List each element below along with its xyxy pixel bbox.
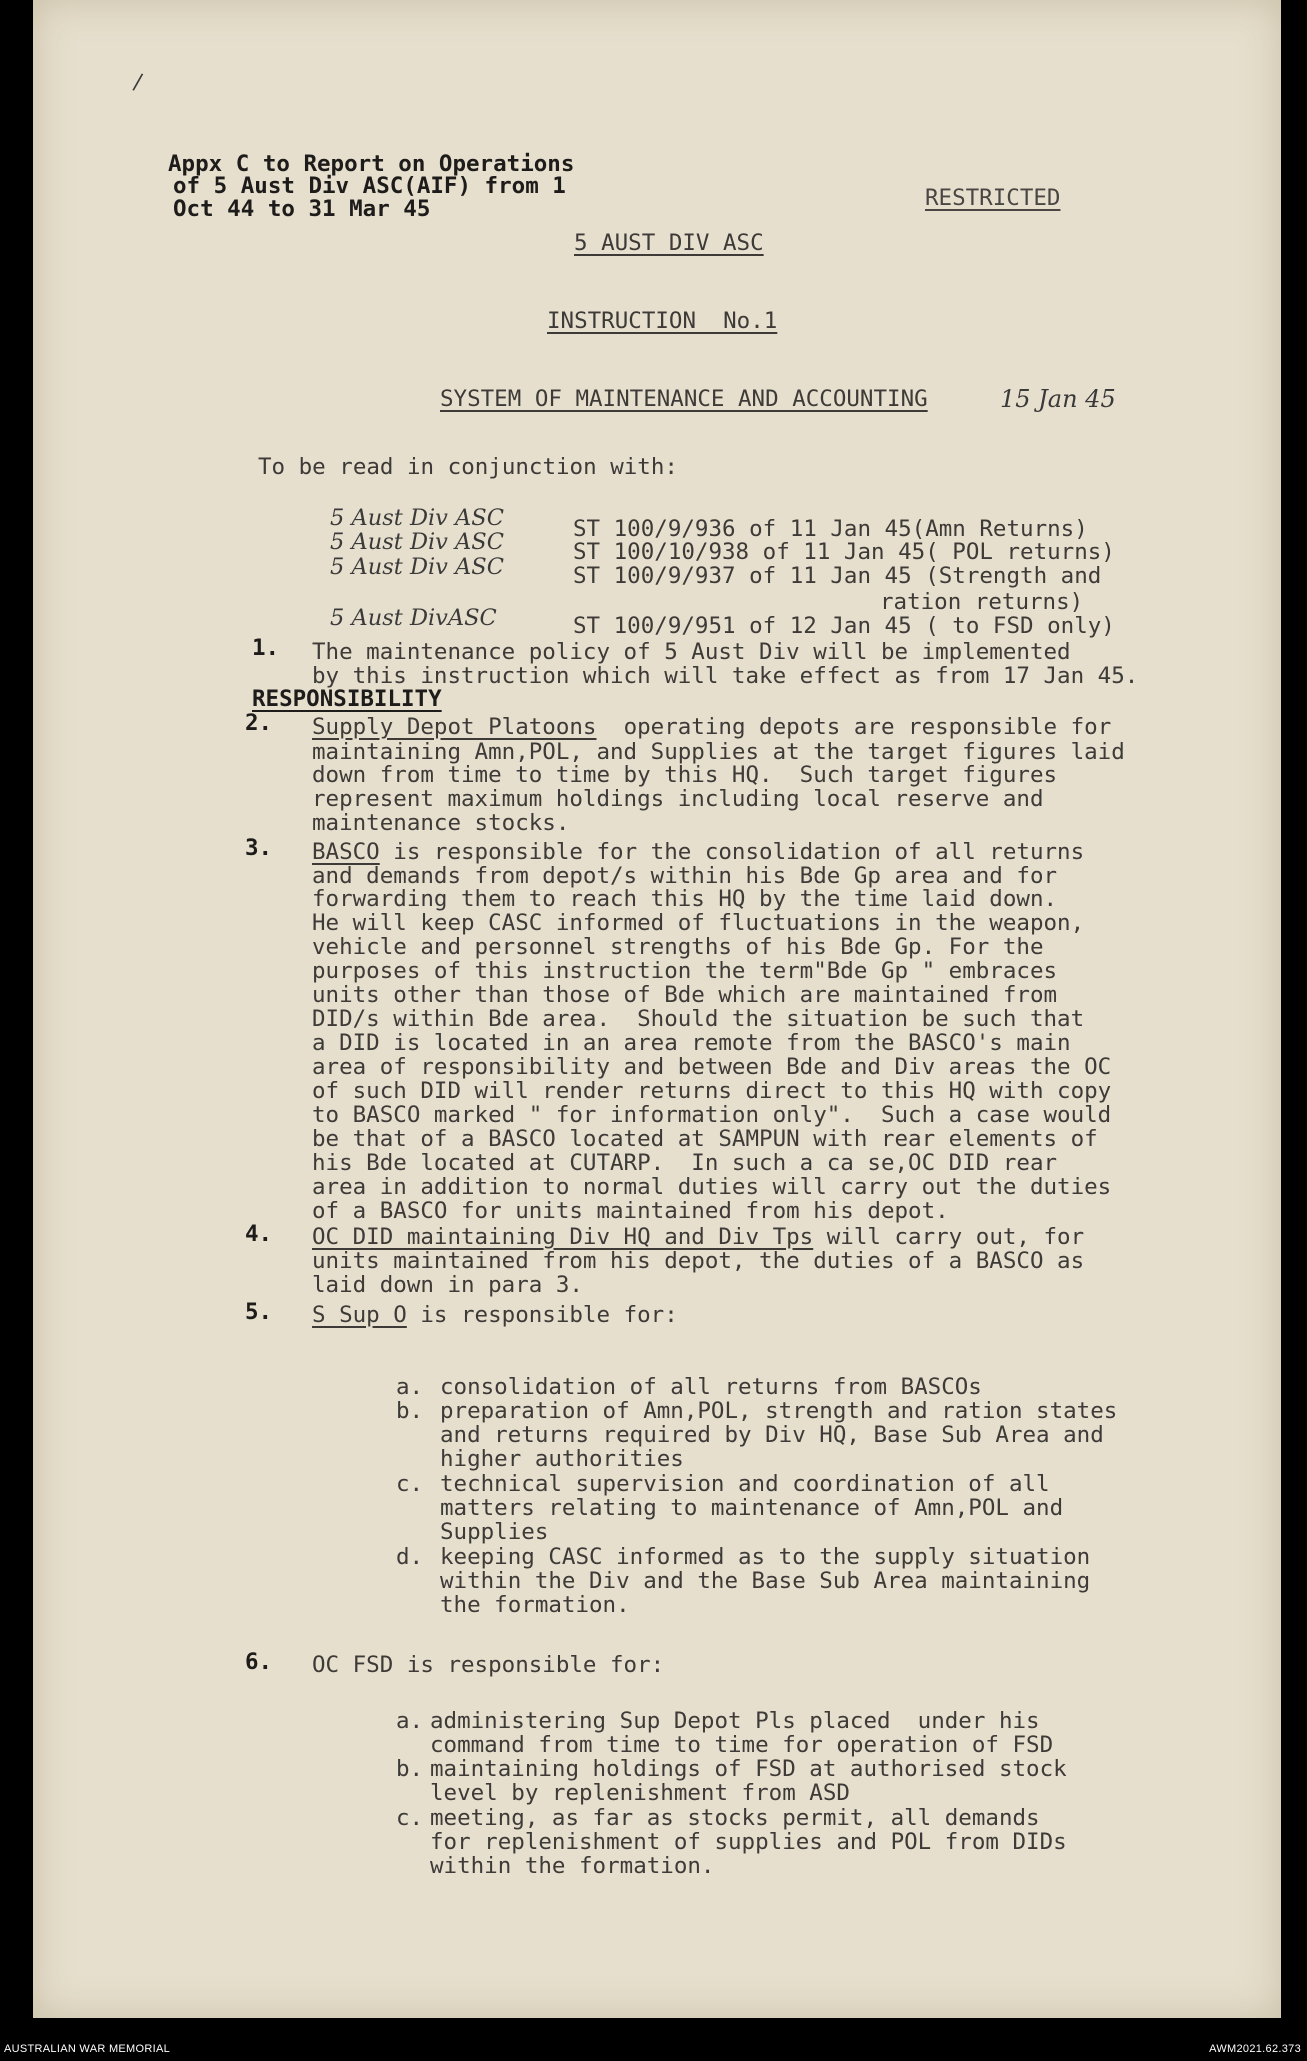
para-3-first-line	[312, 840, 1084, 864]
para-5-item-a-label: a.	[396, 1374, 424, 1400]
para-4-lead: OC DID maintaining Div HQ and Div Tps	[312, 1224, 814, 1250]
para-2-line-3: down from time to time by this HQ. Such target figures	[312, 762, 1058, 788]
para-3-line-12: to BASCO marked " for information only". Such a case would	[312, 1102, 1112, 1128]
unit-heading: 5 AUST DIV ASC	[574, 230, 764, 256]
intro-line: To be read in conjunction with:	[258, 454, 678, 480]
para-3-line-6: purposes of this instruction the term"Bde Gp " embraces	[312, 958, 1058, 984]
para-3-line-2: and demands from depot/s within his Bde Gp area and for	[312, 863, 1058, 889]
para-6-item-b-line-1: maintaining holdings of FSD at authorised stock	[430, 1756, 1067, 1782]
para-3-lead: BASCO	[312, 839, 380, 865]
para-2-line-2: maintaining Amn,POL, and Supplies at the target figures laid	[312, 739, 1125, 765]
para-5-first-line	[312, 1303, 678, 1327]
para-1-number: 1.	[252, 635, 280, 661]
restricted-label: RESTRICTED	[925, 185, 1061, 211]
instruction-heading: INSTRUCTION No.1	[547, 308, 778, 334]
para-6-item-a-line-1: administering Sup Depot Pls placed under his	[430, 1708, 1040, 1734]
para-5-item-b-line-3: higher authorities	[440, 1446, 684, 1472]
para-5-item-c-label: c.	[396, 1471, 424, 1497]
appx-line-1: Appx C to Report on Operations	[168, 151, 575, 177]
ref-text-4: ration returns)	[880, 589, 1084, 615]
para-3-line-9: a DID is located in an area remote from the BASCO's main	[312, 1030, 1071, 1056]
ref-text-5: ST 100/9/951 of 12 Jan 45 ( to FSD only)	[573, 613, 1115, 639]
footer-credit: AUSTRALIAN WAR MEMORIAL	[4, 2043, 171, 2055]
para-6-item-b-line-2: level by replenishment from ASD	[430, 1780, 850, 1806]
ref-unit-2: 5 Aust Div ASC	[330, 529, 504, 555]
appx-line-3: Oct 44 to 31 Mar 45	[173, 196, 431, 222]
para-6-item-a-line-2: command from time to time for operation of FSD	[430, 1732, 1054, 1758]
para-4-line-3: laid down in para 3.	[312, 1272, 583, 1298]
para-2-line-5: maintenance stocks.	[312, 810, 570, 836]
para-3-line-14: his Bde located at CUTARP. In such a ca se,OC DID rear	[312, 1150, 1058, 1176]
para-5-rest: is responsible for:	[406, 1302, 678, 1328]
para-3-line-10: area of responsibility and between Bde and Div areas the OC	[312, 1054, 1112, 1080]
para-2-number: 2.	[245, 710, 273, 736]
para-6-item-c-line-2: for replenishment of supplies and POL from DIDs	[430, 1829, 1067, 1855]
para-5-item-c-line-1: technical supervision and coordination of all	[440, 1471, 1050, 1497]
para-2-line-1: operating depots are responsible for	[596, 714, 1112, 740]
para-5-item-b-label: b.	[396, 1398, 424, 1424]
footer-accession-number: AWM2021.62.373	[1209, 2043, 1301, 2055]
para-3-line-15: area in addition to normal duties will carry out the duties	[312, 1174, 1112, 1200]
ref-text-3: ST 100/9/937 of 11 Jan 45 (Strength and	[573, 563, 1102, 589]
para-3-line-11: of such DID will render returns direct to this HQ with copy	[312, 1078, 1112, 1104]
para-2-first-line	[312, 715, 1111, 739]
para-6-text: OC FSD is responsible for:	[312, 1652, 665, 1678]
para-3-line-16: of a BASCO for units maintained from his depot.	[312, 1198, 949, 1224]
para-4-first-line	[312, 1225, 1084, 1249]
para-3-line-1: is responsible for the consolidation of all returns	[379, 839, 1085, 865]
para-6-number: 6.	[245, 1649, 273, 1675]
para-3-line-3: forwarding them to reach this HQ by the time laid down.	[312, 886, 1058, 912]
corner-pencil-mark: /	[131, 69, 144, 96]
ref-unit-1: 5 Aust Div ASC	[330, 505, 504, 531]
para-1-line-2: by this instruction which will take effect as from 17 Jan 45.	[312, 663, 1139, 689]
para-5-item-d-label: d.	[396, 1544, 424, 1570]
ref-text-1: ST 100/9/936 of 11 Jan 45(Amn Returns)	[573, 516, 1088, 542]
para-5-item-a-line-1: consolidation of all returns from BASCOs	[440, 1374, 982, 1400]
para-5-item-b-line-1: preparation of Amn,POL, strength and ration states	[440, 1398, 1118, 1424]
para-6-item-b-label: b.	[396, 1756, 424, 1782]
ref-unit-5: 5 Aust DivASC	[330, 605, 497, 631]
para-2-line-4: represent maximum holdings including local reserve and	[312, 786, 1044, 812]
para-5-item-b-line-2: and returns required by Div HQ, Base Sub Area and	[440, 1422, 1104, 1448]
para-3-line-5: vehicle and personnel strengths of his Bde Gp. For the	[312, 934, 1044, 960]
para-6-item-c-line-3: within the formation.	[430, 1853, 715, 1879]
para-1-line-1: The maintenance policy of 5 Aust Div will be implemented	[312, 639, 1071, 665]
para-3-line-13: be that of a BASCO located at SAMPUN with rear elements of	[312, 1126, 1098, 1152]
para-6-item-c-label: c.	[396, 1805, 424, 1831]
para-2-lead: Supply Depot Platoons	[312, 714, 597, 740]
para-3-line-4: He will keep CASC informed of fluctuations in the weapon,	[312, 910, 1085, 936]
para-5-item-c-line-2: matters relating to maintenance of Amn,POL and	[440, 1495, 1064, 1521]
instruction-date: 15 Jan 45	[1000, 385, 1116, 413]
para-3-line-8: DID/s within Bde area. Should the situation be such that	[312, 1006, 1085, 1032]
para-3-number: 3.	[245, 835, 273, 861]
para-4-line-1: will carry out, for	[813, 1224, 1085, 1250]
ref-unit-3: 5 Aust Div ASC	[330, 554, 504, 580]
para-5-number: 5.	[245, 1299, 273, 1325]
para-6-item-a-label: a.	[396, 1708, 424, 1734]
para-5-item-d-line-3: the formation.	[440, 1592, 630, 1618]
ref-text-2: ST 100/10/938 of 11 Jan 45( POL returns)	[573, 539, 1115, 565]
para-4-number: 4.	[245, 1221, 273, 1247]
para-5-item-d-line-2: within the Div and the Base Sub Area maintaining	[440, 1568, 1091, 1594]
para-6-item-c-line-1: meeting, as far as stocks permit, all demands	[430, 1805, 1040, 1831]
para-5-lead: S Sup O	[312, 1302, 407, 1328]
responsibility-heading: RESPONSIBILITY	[252, 686, 442, 712]
para-5-item-d-line-1: keeping CASC informed as to the supply situation	[440, 1544, 1091, 1570]
para-5-item-c-line-3: Supplies	[440, 1519, 549, 1545]
appx-line-2: of 5 Aust Div ASC(AIF) from 1	[173, 173, 566, 199]
para-4-line-2: units maintained from his depot, the duties of a BASCO as	[312, 1248, 1085, 1274]
subject-heading: SYSTEM OF MAINTENANCE AND ACCOUNTING	[440, 386, 928, 412]
para-3-line-7: units other than those of Bde which are maintained from	[312, 982, 1058, 1008]
